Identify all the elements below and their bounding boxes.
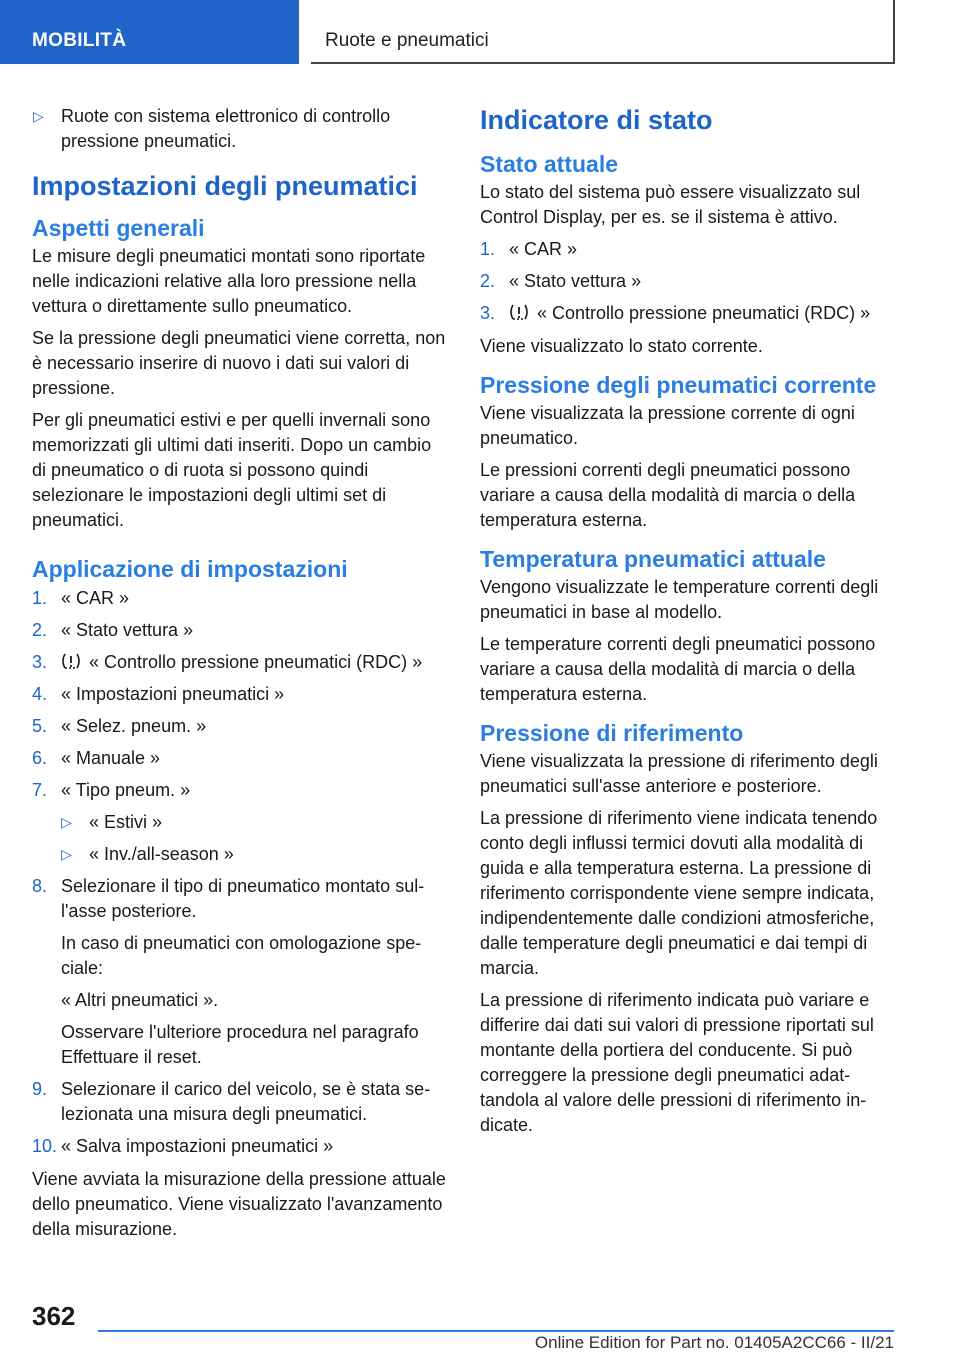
subsection-title-reference-pressure: Pressione di riferimento xyxy=(480,720,744,746)
step-text: « Controllo pressione pneumatici (RDC) » xyxy=(89,652,423,672)
step-number: 7. xyxy=(32,780,48,800)
intro-bullet-text: Ruote con sistema elettronico di controllo pressione pneumatici. xyxy=(61,106,391,151)
header-section-label: MOBILITÀ xyxy=(32,30,127,51)
step-number: 10. xyxy=(32,1136,58,1156)
step-text: « Stato vettura » xyxy=(61,620,194,640)
paragraph: Viene avviata la misurazione della pressione attuale dello pneumatico. Viene visualizzato l'avanzamento della misurazione. xyxy=(32,1169,446,1239)
sub-list-item xyxy=(32,842,448,867)
tire-pressure-warning-icon xyxy=(61,652,81,670)
step-number: 2. xyxy=(32,620,48,640)
triangle-right-icon: ▷ xyxy=(61,814,72,830)
paragraph: La pressione di riferimento indicata può variare e differire dai dati sui valori di pressione riportati sul montante della portiera del conducente. Si può correggere la pressione degli pneumatici adattandola al valore delle pressioni di riferimento indicate. xyxy=(480,990,874,1135)
paragraph: Le temperature correnti degli pneumatici possono variare a causa della modalità di marcia o della temperatura esterna. xyxy=(480,634,876,704)
step-text: « Selez. pneum. » xyxy=(61,716,207,736)
step-number: 9. xyxy=(32,1079,48,1099)
step-text: Selezionare il tipo di pneumatico montato sull'asse posteriore. xyxy=(61,876,425,921)
steps-list xyxy=(32,586,448,1159)
step-continuation: Osservare l'ulteriore procedura nel paragrafo Effettuare il reset. xyxy=(61,1022,419,1067)
paragraph: Vengono visualizzate le temperature correnti degli pneumatici in base al modello. xyxy=(480,577,879,622)
step-number: 5. xyxy=(32,716,48,736)
list-item xyxy=(32,650,448,675)
list-item xyxy=(480,237,898,262)
step-number: 8. xyxy=(32,876,48,896)
subsection-title-tire-temperature: Temperatura pneumatici attuale xyxy=(480,546,826,572)
step-text: « Manuale » xyxy=(61,748,161,768)
page-number: 362 xyxy=(32,1301,76,1331)
step-number: 4. xyxy=(32,684,48,704)
step-text: « Salva impostazioni pneumatici » xyxy=(61,1136,334,1156)
step-text: « CAR » xyxy=(509,239,578,259)
header-title-box xyxy=(311,0,895,64)
step-number: 6. xyxy=(32,748,48,768)
step-continuation: « Altri pneumatici ». xyxy=(61,990,219,1010)
step-text: « Impostazioni pneumatici » xyxy=(61,684,285,704)
paragraph: Lo stato del sistema può essere visualizzato sul Control Display, per es. se il sistema è attivo. xyxy=(480,182,861,227)
step-number: 3. xyxy=(480,303,496,323)
step-number: 2. xyxy=(480,271,496,291)
header-title: Ruote e pneumatici xyxy=(325,30,489,51)
header-section-tab xyxy=(0,0,299,64)
step-text: « CAR » xyxy=(61,588,130,608)
list-item xyxy=(480,269,898,294)
footer-divider xyxy=(98,1330,894,1332)
list-item xyxy=(32,1134,448,1159)
list-item xyxy=(32,1077,448,1127)
list-item xyxy=(480,301,898,326)
step-continuation: In caso di pneumatici con omologazione speciale: xyxy=(61,933,422,978)
list-item xyxy=(32,618,448,643)
step-number: 3. xyxy=(32,652,48,672)
left-column xyxy=(32,104,448,1249)
right-column xyxy=(480,104,898,1145)
paragraph: La pressione di riferimento viene indicata tenendo conto degli influssi termici dovuti alla modalità di guida e alla temperatura esterna. La pressione di riferimento corrispondente viene sempre indicata, indipendentemente dalle condizioni atmosferiche, dalle temperature degli pneumatici e dai tempi di marcia. xyxy=(480,808,878,978)
step-text: « Stato vettura » xyxy=(509,271,642,291)
step-text: « Controllo pressione pneumatici (RDC) » xyxy=(537,303,871,323)
subsection-title-current-pressure: Pressione degli pneumatici corrente xyxy=(480,372,877,398)
triangle-right-icon: ▷ xyxy=(33,108,44,124)
sub-step-text: « Estivi » xyxy=(89,812,163,832)
section-title-status: Indicatore di stato xyxy=(480,105,713,135)
steps-list xyxy=(480,237,898,326)
sub-step-text: « Inv./all-season » xyxy=(89,844,234,864)
step-number: 1. xyxy=(32,588,48,608)
list-item xyxy=(32,874,448,924)
subsection-title-general: Aspetti generali xyxy=(32,215,205,241)
list-item xyxy=(32,778,448,803)
step-number: 1. xyxy=(480,239,496,259)
footer-edition: Online Edition for Part no. 01405A2CC66 - II/21 xyxy=(534,1333,894,1352)
paragraph: Viene visualizzato lo stato corrente. xyxy=(480,336,763,356)
triangle-right-icon: ▷ xyxy=(61,846,72,862)
list-item xyxy=(32,682,448,707)
list-item xyxy=(32,586,448,611)
paragraph: Per gli pneumatici estivi e per quelli invernali sono memorizzati gli ultimi dati inseriti. Dopo un cambio di pneumatico o di ruota si possono quindi selezionare le impostazioni degli ultimi set di pneumatici. xyxy=(32,410,432,530)
paragraph: Le misure degli pneumatici montati sono riportate nelle indicazioni relative alla loro pressione nella vettura o direttamente sullo pneumatico. xyxy=(32,246,426,316)
subsection-title-current-status: Stato attuale xyxy=(480,151,619,177)
list-item xyxy=(32,714,448,739)
paragraph: Le pressioni correnti degli pneumatici possono variare a causa della modalità di marcia o della temperatura esterna. xyxy=(480,460,856,530)
paragraph: Viene visualizzata la pressione di riferimento degli pneumatici sull'asse anteriore e posteriore. xyxy=(480,751,878,796)
intro-bullet xyxy=(32,104,448,154)
subsection-title-apply: Applicazione di impostazioni xyxy=(32,556,348,582)
tire-pressure-warning-icon xyxy=(509,303,529,321)
sub-list-item xyxy=(32,810,448,835)
step-text: Selezionare il carico del veicolo, se è stata selezionata una misura degli pneumatici. xyxy=(61,1079,431,1124)
paragraph: Viene visualizzata la pressione corrente di ogni pneumatico. xyxy=(480,403,855,448)
list-item xyxy=(32,746,448,771)
section-title-tire-settings: Impostazioni degli pneumatici xyxy=(32,171,418,201)
paragraph: Se la pressione degli pneumatici viene corretta, non è necessario inserire di nuovo i dati sui valori di pressione. xyxy=(32,328,446,398)
step-text: « Tipo pneum. » xyxy=(61,780,191,800)
